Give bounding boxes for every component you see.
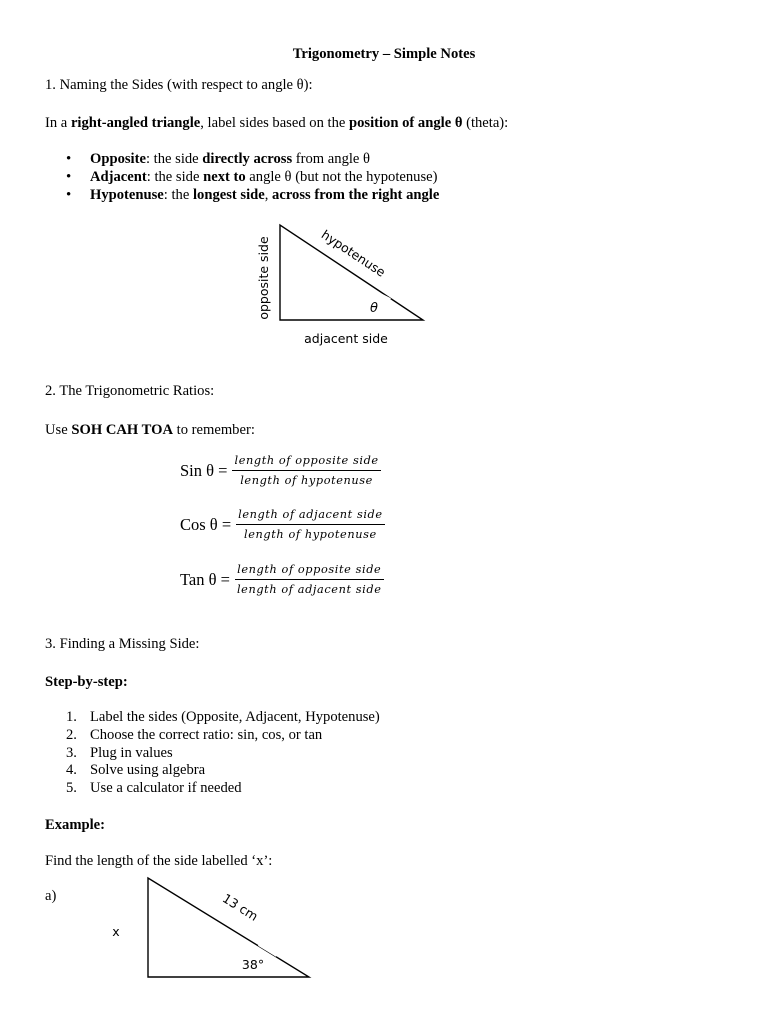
def-bold: directly across [202, 151, 293, 167]
def-text: : the side [146, 169, 204, 185]
sin-numerator: length of opposite side [234, 454, 379, 467]
step-number: 4. [66, 762, 77, 779]
def-bold: longest side [192, 187, 265, 203]
def-text: , [264, 187, 273, 203]
step-text: Use a calculator if needed [90, 780, 242, 797]
angle-label: 38° [241, 957, 265, 972]
sin-denominator: length of hypotenuse [240, 474, 373, 487]
section3-heading: 3. Finding a Missing Side: [45, 636, 200, 652]
section1-heading: 1. Naming the Sides (with respect to angle θ): [45, 77, 313, 93]
hypotenuse-label-gap [259, 944, 277, 955]
soh-cah-toa: SOH CAH TOA [71, 422, 174, 438]
hypotenuse-length-label: 13 cm [219, 890, 261, 924]
section2-heading: 2. The Trigonometric Ratios: [45, 383, 215, 399]
cos-numerator: length of adjacent side [238, 508, 383, 521]
def-text: from angle θ [292, 151, 371, 167]
step-number: 1. [66, 709, 77, 725]
step-text: Choose the correct ratio: sin, cos, or tan [90, 726, 323, 743]
sin-lhs: Sin θ = [180, 460, 228, 480]
unknown-side-label: x [112, 924, 120, 939]
term-opposite: Opposite [90, 151, 146, 167]
term-hypotenuse: Hypotenuse [90, 187, 164, 203]
intro-bold-2: position of angle θ [349, 115, 463, 131]
intro-text: to remember: [173, 422, 255, 438]
intro-text-1: In a [45, 115, 71, 131]
intro-text-3: (theta): [462, 115, 509, 131]
example-prompt: Find the length of the side labelled ‘x’: [45, 853, 273, 869]
def-bold: next to [203, 169, 246, 185]
step-number: 2. [66, 726, 77, 743]
def-bold: across from the right angle [272, 187, 440, 203]
term-adjacent: Adjacent [90, 169, 147, 185]
opposite-side-label: opposite side [256, 236, 271, 320]
page-title: Trigonometry – Simple Notes [292, 46, 476, 62]
intro-text-2: , label sides based on the [200, 115, 349, 131]
step-text: Solve using algebra [90, 762, 206, 779]
adjacent-side-label: adjacent side [304, 331, 388, 346]
cos-lhs: Cos θ = [180, 514, 232, 534]
steps-heading: Step-by-step: [45, 674, 128, 690]
hypotenuse-label: hypotenuse [318, 226, 389, 280]
step-text: Plug in values [90, 744, 173, 761]
def-text: : the side [145, 151, 203, 167]
tan-numerator: length of opposite side [237, 563, 382, 576]
cos-denominator: length of hypotenuse [244, 528, 377, 541]
theta-label: θ [370, 301, 378, 316]
step-text: Label the sides (Opposite, Adjacent, Hypotenuse) [90, 709, 380, 725]
step-number: 5. [66, 780, 77, 797]
def-text: angle θ (but not the hypotenuse) [245, 169, 438, 185]
tan-lhs: Tan θ = [180, 569, 230, 589]
step-number: 3. [66, 744, 77, 761]
def-text: : the [163, 187, 193, 203]
intro-bold-1: right-angled triangle [70, 115, 201, 131]
intro-text: Use [45, 422, 72, 438]
tan-denominator: length of adjacent side [236, 583, 382, 596]
part-label: a) [45, 888, 57, 904]
example-heading: Example: [45, 817, 105, 833]
